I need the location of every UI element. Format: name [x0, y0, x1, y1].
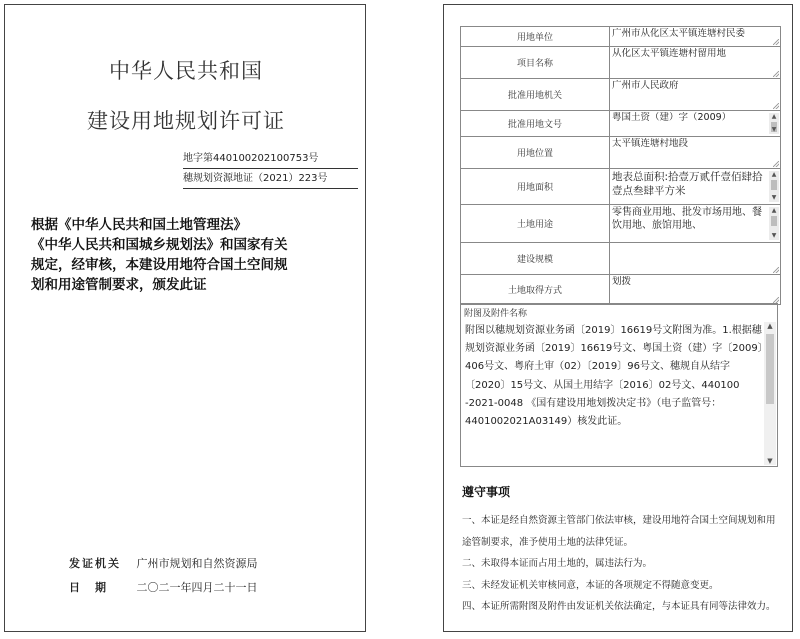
- field-label: 用地单位: [461, 27, 610, 47]
- resize-grip-icon[interactable]: [773, 103, 779, 109]
- note-item: 三、未经发证机关审核同意，本证的各项规定不得随意变更。: [462, 579, 719, 591]
- approval-document-field[interactable]: 粤国土资（建）字（2009） ▲ ▼: [610, 111, 781, 137]
- basis-line: 划和用途管制要求，颁发此证: [31, 277, 207, 293]
- field-label: 建设规模: [461, 243, 610, 275]
- form-row-approval-document: [461, 111, 781, 137]
- attachments-scrollbar[interactable]: [764, 322, 776, 465]
- scroll-down-icon[interactable]: ▼: [771, 194, 777, 201]
- land-user-field[interactable]: 广州市从化区太平镇连塘村民委: [610, 27, 781, 47]
- construction-scale-field[interactable]: [610, 243, 781, 275]
- field-label: 批准用地机关: [461, 79, 610, 111]
- attachments-textarea[interactable]: 附图以穗规划资源业务函〔2019〕16619号文附图为准。1.根据穗规划资源业务函〔2019〕16619号文、粤国土资（建）字〔2009〕406号文、粤府土审（02）〔2019〕96号文、穗规自从结字〔2020〕15号文、从国土用结字〔2016〕02号文、440100 -2021-0048 《国有建设用地划拨决定书》（电子监管号：4401002021A03149）核发此证。: [465, 325, 763, 428]
- form-row-land-area: [461, 169, 781, 205]
- form-row-land-location: [461, 137, 781, 169]
- land-location-field[interactable]: 太平镇连塘村地段: [610, 137, 781, 169]
- attachments-label: 附图及附件名称: [464, 309, 528, 319]
- approval-authority-field[interactable]: 广州市人民政府: [610, 79, 781, 111]
- basis-line: 规定，经审核，本建设用地符合国土空间规: [31, 257, 288, 273]
- scroll-up-icon[interactable]: ▲: [771, 207, 777, 214]
- note-item: 一、本证是经自然资源主管部门依法审核，建设用地符合国土空间规划和用途管制要求，准予使用土地的法律凭证。: [462, 515, 776, 548]
- scroll-down-icon[interactable]: ▼: [767, 457, 773, 465]
- land-info-form: [460, 26, 781, 305]
- form-row-land-use: [461, 205, 781, 243]
- acquisition-method-field[interactable]: 划拨: [610, 275, 781, 305]
- issuing-authority-row: [69, 555, 258, 571]
- resize-grip-icon[interactable]: [773, 71, 779, 77]
- country-title: 中华人民共和国: [109, 59, 263, 83]
- certificate-cover-page: [4, 4, 366, 632]
- resize-grip-icon[interactable]: [773, 39, 779, 45]
- issuer-label: 发证机关: [69, 557, 121, 570]
- form-row-acquisition-method: [461, 275, 781, 305]
- scroll-down-icon[interactable]: ▼: [771, 126, 777, 133]
- field-label: 项目名称: [461, 47, 610, 79]
- certificate-title: 建设用地规划许可证: [87, 109, 285, 133]
- basis-line: 《中华人民共和国城乡规划法》和国家有关: [31, 237, 288, 253]
- scroll-thumb[interactable]: [771, 216, 777, 226]
- form-row-approval-authority: [461, 79, 781, 111]
- resize-grip-icon[interactable]: [773, 267, 779, 273]
- note-item: 二、未取得本证而占用土地的，属违法行为。: [462, 558, 653, 569]
- scroll-down-icon[interactable]: ▼: [771, 232, 777, 239]
- scroll-up-icon[interactable]: ▲: [767, 322, 773, 330]
- scroll-up-icon[interactable]: ▲: [771, 171, 777, 178]
- document-number: 穗规划资源地证（2021）223号: [183, 169, 358, 189]
- note-item: 四、本证所需附图及附件由发证机关依法确定，与本证具有同等法律效力。: [462, 601, 776, 612]
- attachments-box: [460, 303, 778, 467]
- date-label: 日 期: [69, 581, 108, 594]
- field-label: 土地取得方式: [461, 275, 610, 305]
- scroll-up-icon[interactable]: ▲: [771, 113, 777, 120]
- scroll-thumb[interactable]: [771, 180, 777, 190]
- legal-basis-statement: [31, 215, 361, 295]
- resize-grip-icon[interactable]: [773, 161, 779, 167]
- basis-line: 根据《中华人民共和国土地管理法》: [31, 217, 247, 233]
- land-area-field[interactable]: 地表总面积:拾壹万贰仟壹佰肆拾壹点叁肆平方米 ▲ ▼: [610, 169, 781, 205]
- certificate-number: 地字第440100202100753号: [183, 149, 358, 169]
- scrollbar[interactable]: [769, 113, 779, 134]
- form-row-land-user: [461, 27, 781, 47]
- issue-date-row: [69, 579, 258, 595]
- field-label: 用地位置: [461, 137, 610, 169]
- certificate-detail-page: [443, 4, 793, 632]
- land-use-field[interactable]: 零售商业用地、批发市场用地、餐饮用地、旅馆用地、 ▲ ▼: [610, 205, 781, 243]
- notes-list: [462, 510, 784, 618]
- field-label: 用地面积: [461, 169, 610, 205]
- field-label: 批准用地文号: [461, 111, 610, 137]
- field-label: 土地用途: [461, 205, 610, 243]
- date-value: 二〇二一年四月二十一日: [136, 581, 258, 594]
- issuer-value: 广州市规划和自然资源局: [136, 557, 258, 570]
- scrollbar[interactable]: [769, 171, 779, 202]
- project-name-field[interactable]: 从化区太平镇连塘村留用地: [610, 47, 781, 79]
- form-row-construction-scale: [461, 243, 781, 275]
- notes-title: 遵守事项: [462, 485, 511, 499]
- form-row-project-name: [461, 47, 781, 79]
- scroll-thumb[interactable]: [766, 334, 774, 404]
- scrollbar[interactable]: [769, 207, 779, 240]
